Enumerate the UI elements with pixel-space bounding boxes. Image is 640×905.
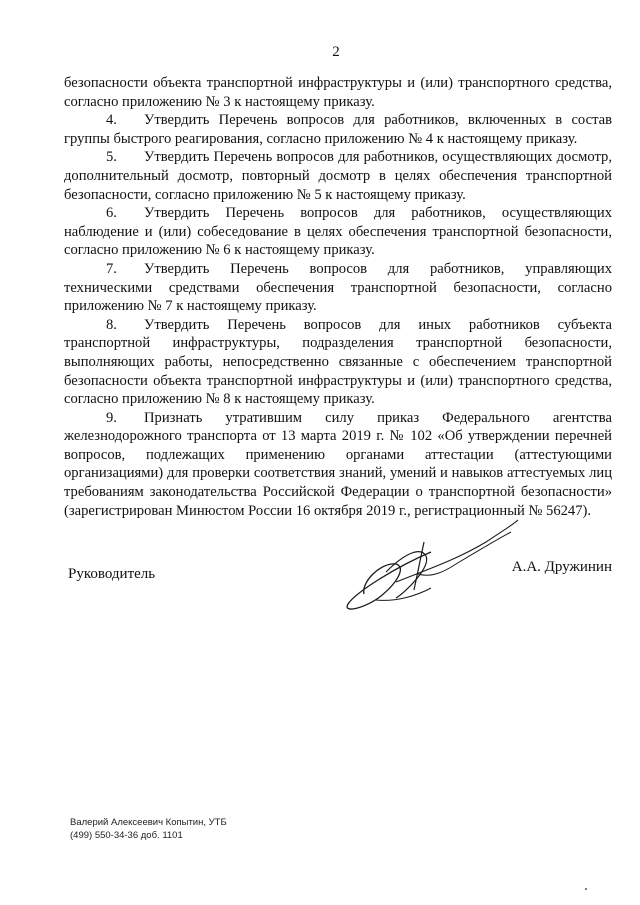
paragraph-5 bbox=[64, 148, 612, 204]
signatory-name: А.А. Дружинин bbox=[511, 559, 612, 575]
paragraph-9 bbox=[64, 409, 612, 521]
paragraph-number: 4. bbox=[106, 112, 117, 129]
paragraph-7 bbox=[64, 260, 612, 316]
paragraph-text: безопасности объекта транспортной инфраструктуры и (или) транспортного средства, согласно приложению № 3 к настоящему приказу. bbox=[64, 75, 612, 110]
paragraph-number: 8. bbox=[106, 316, 117, 333]
paragraph-text: Утвердить Перечень вопросов для работников, управляющих техническими средствами обеспечения транспортной безопасности, согласно приложению № 7 к настоящему приказу. bbox=[64, 260, 612, 315]
paragraph-6 bbox=[64, 204, 612, 260]
paragraph-number: 7. bbox=[106, 260, 117, 277]
executor-name: Валерий Алексеевич Копытин, УТБ bbox=[70, 817, 227, 828]
scan-speck bbox=[585, 888, 587, 890]
paragraph-number: 9. bbox=[106, 409, 117, 426]
paragraph-number: 6. bbox=[106, 205, 117, 222]
paragraph-text: Утвердить Перечень вопросов для работников, осуществляющих досмотр, дополнительный досмотр, повторный досмотр в целях обеспечения транспортной безопасности, согласно приложению № 5 к настоящему приказу. bbox=[64, 149, 612, 203]
paragraph-text: Утвердить Перечень вопросов для иных работников субъекта транспортной инфраструктуры, подразделения транспортной безопасности, выполняющих работы, непосредственно связанные с обеспечением транспортной безопасности объекта транспортной инфраструктуры и (или) транспортного средства, согласно приложению № 8 к настоящему приказу. bbox=[64, 316, 612, 408]
executor-footer bbox=[70, 816, 227, 842]
signatory-title: Руководитель bbox=[68, 566, 156, 582]
paragraph-text: Утвердить Перечень вопросов для работников, осуществляющих наблюдение и (или) собеседование в целях обеспечения транспортной безопасности, согласно приложению № 6 к настоящему приказу. bbox=[64, 205, 612, 259]
paragraph-number: 5. bbox=[106, 149, 117, 166]
paragraph-8 bbox=[64, 316, 612, 409]
paragraph-text: Признать утратившим силу приказ Федерального агентства железнодорожного транспорта от 13 марта 2019 г. № 102 «Об утверждении перечней вопросов, подлежащих применению органами аттестации (аттестующими организациями) для проверки соответствия знаний, умений и навыков аттестуемых лиц требованиям законодательства Российской Федерации о транспортной безопасности» (зарегистрирован Минюстом России 16 октября 2019 г., регистрационный № 56247). bbox=[64, 409, 612, 519]
document-body bbox=[64, 74, 612, 520]
executor-phone: (499) 550-34-36 доб. 1101 bbox=[70, 830, 183, 841]
handwritten-signature bbox=[336, 512, 526, 617]
paragraph-4 bbox=[64, 111, 612, 148]
page-number: 2 bbox=[332, 44, 340, 60]
paragraph-continuation bbox=[64, 74, 612, 111]
paragraph-text: Утвердить Перечень вопросов для работников, включенных в состав группы быстрого реагирования, согласно приложению № 4 к настоящему приказу. bbox=[64, 112, 612, 147]
